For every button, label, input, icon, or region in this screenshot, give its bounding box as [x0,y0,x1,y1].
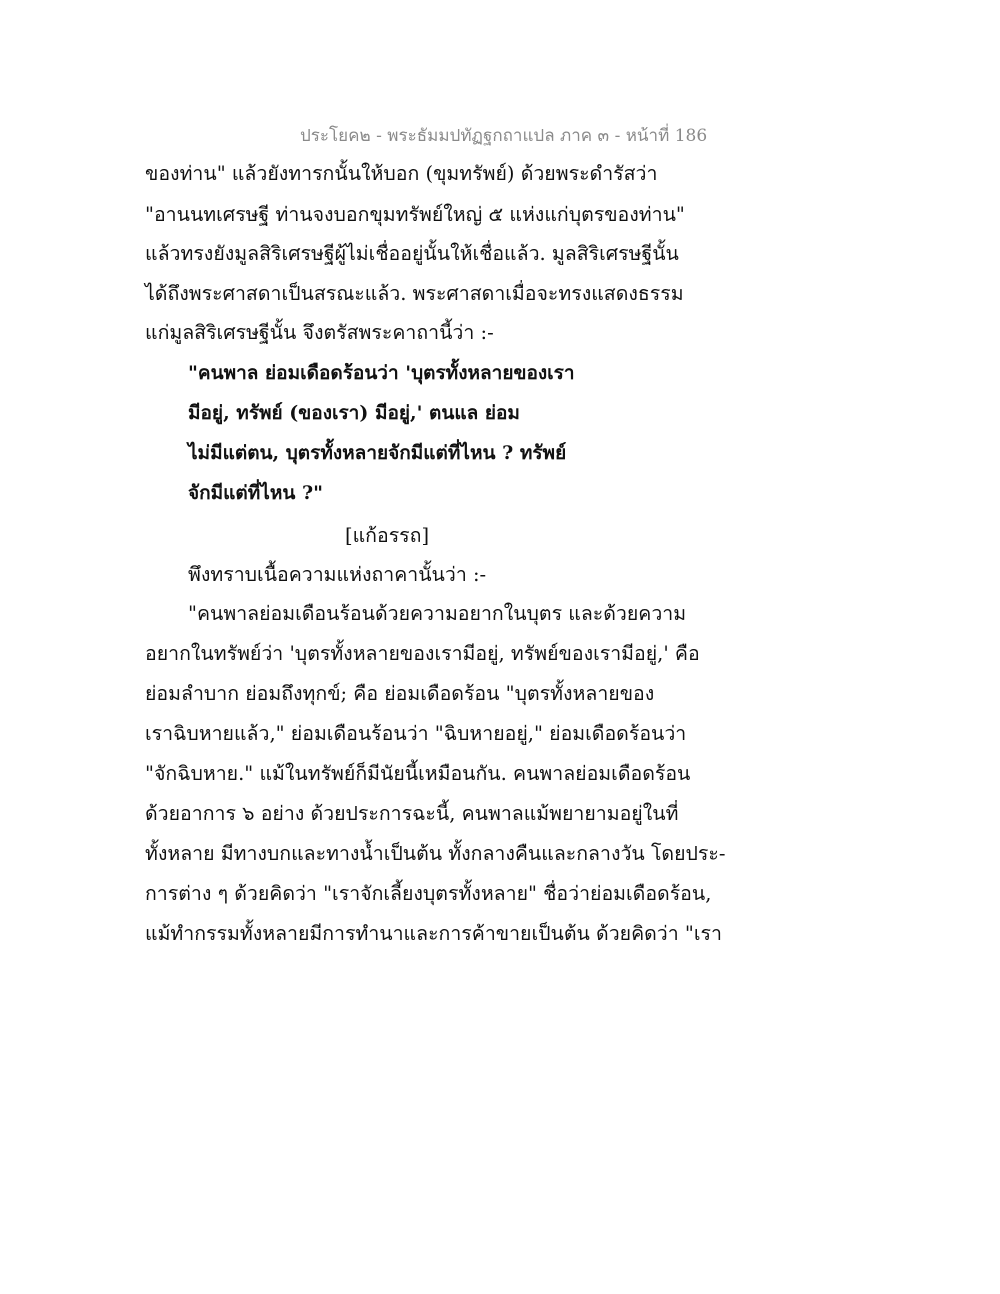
text-line: ด้วยอาการ ๖ อย่าง ด้วยประการฉะนี้, คนพาลแม้พยายามอยู่ในที่ [145,802,679,825]
text-line: ได้ถึงพระศาสดาเป็นสรณะแล้ว. พระศาสดาเมื่อจะทรงแสดงธรรม [145,282,684,305]
section-heading: [แก้อรรถ] [345,524,430,547]
verse-line: ไม่มีแต่ตน, บุตรทั้งหลายจักมีแต่ที่ไหน ? ทรัพย์ [188,442,567,464]
text-line: แม้ทำกรรมทั้งหลายมีการทำนาและการค้าขายเป็นต้น ด้วยคิดว่า "เรา [145,922,722,945]
text-line: อยากในทรัพย์ว่า 'บุตรทั้งหลายของเรามีอยู่, ทรัพย์ของเรามีอยู่,' คือ [145,642,700,665]
text-line: ทั้งหลาย มีทางบกและทางน้ำเป็นต้น ทั้งกลางคืนและกลางวัน โดยประ- [145,842,726,865]
page-header: ประโยค๒ - พระธัมมปทัฏฐกถาแปล ภาค ๓ - หน้าที่ 186 [300,126,708,146]
text-line: "คนพาลย่อมเดือนร้อนด้วยความอยากในบุตร และด้วยความ [188,602,687,625]
text-line: ย่อมลำบาก ย่อมถึงทุกข์; คือ ย่อมเดือดร้อน "บุตรทั้งหลายของ [145,682,655,705]
text-line: "อานนทเศรษฐี ท่านจงบอกขุมทรัพย์ใหญ่ ๕ แห่งแก่บุตรของท่าน" [145,203,685,226]
text-line: แล้วทรงยังมูลสิริเศรษฐีผู้ไม่เชื่ออยู่นั้นให้เชื่อแล้ว. มูลสิริเศรษฐีนั้น [145,242,679,265]
text-line: การต่าง ๆ ด้วยคิดว่า "เราจักเลี้ยงบุตรทั้งหลาย" ชื่อว่าย่อมเดือดร้อน, [145,882,712,905]
text-line: พึงทราบเนื้อความแห่งถาคานั้นว่า :- [188,563,487,586]
verse-line: "คนพาล ย่อมเดือดร้อนว่า 'บุตรทั้งหลายของเรา [188,362,575,384]
text-line: แก่มูลสิริเศรษฐีนั้น จึงตรัสพระคาถานี้ว่า :- [145,321,494,344]
text-line: เราฉิบหายแล้ว," ย่อมเดือนร้อนว่า "ฉิบหายอยู่," ย่อมเดือดร้อนว่า [145,722,687,745]
text-line: ของท่าน" แล้วยังทารกนั้นให้บอก (ขุมทรัพย์) ด้วยพระดำรัสว่า [145,162,658,185]
verse-line: มีอยู่, ทรัพย์ (ของเรา) มีอยู่,' ตนแล ย่อม [188,402,520,424]
text-line: "จักฉิบหาย." แม้ในทรัพย์ก็มีนัยนี้เหมือนกัน. คนพาลย่อมเดือดร้อน [145,762,691,785]
verse-line: จักมีแต่ที่ไหน ?" [188,482,323,504]
